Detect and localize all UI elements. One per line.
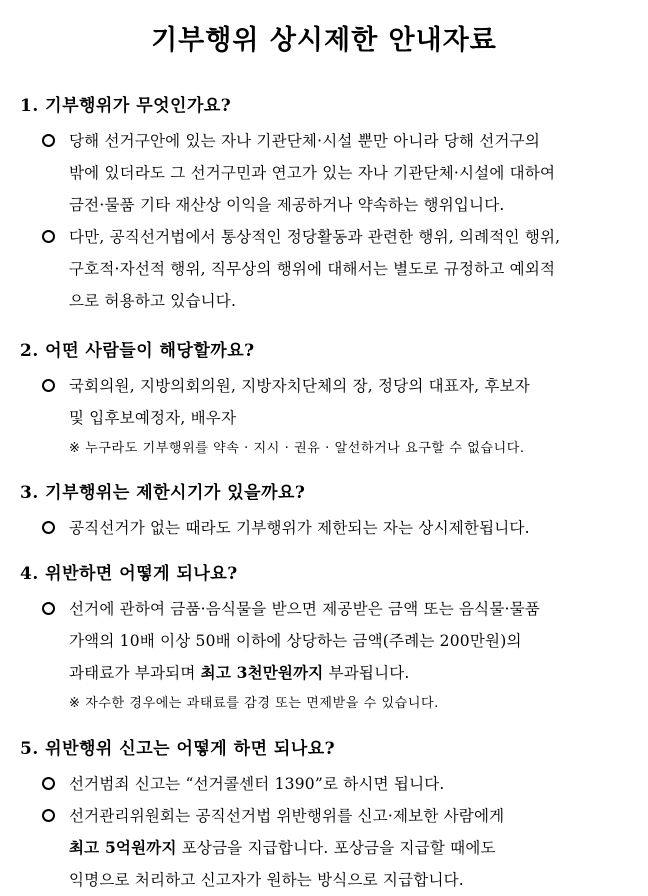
page-title: 기부행위 상시제한 안내자료: [151, 25, 497, 56]
list-item: 당해 선거구안에 있는 자나 기관단체·시설 뿐만 아니라 당해 선거구의 밖에 있더라도 그 선거구민과 연고가 있는 자나 기관단체·시설에 대하여 금전·물품 기타 재산상 이익을 제공하거나 약속하는 행위입니다.: [20, 125, 632, 221]
circle-bullet-icon: [42, 602, 55, 615]
list-item: 다만, 공직선거법에서 통상적인 정당활동과 관련한 행위, 의례적인 행위, 구호적·자선적 행위, 직무상의 행위에 대해서는 별도로 규정하고 예외적 으로 허용하고 있습니다.: [20, 221, 632, 317]
circle-bullet-icon: [42, 379, 55, 392]
circle-bullet-icon: [42, 521, 55, 534]
list-item: 선거관리위원회는 공직선거법 위반행위를 신고·제보한 사람에게 최고 5억원까지 포상금을 지급합니다. 포상금을 지급할 때에도 익명으로 처리하고 신고자가 원하는 방식으로 지급합니다.: [20, 800, 632, 896]
circle-bullet-icon: [42, 230, 55, 243]
section-4: [20, 563, 632, 719]
list-item: 선거에 관하여 금품·음식물을 받으면 제공받은 금액 또는 음식물·물품 가액의 10배 이상 50배 이하에 상당하는 금액(주례는 200만원)의 과태료가 부과되며 최고 3천만원까지 부과됩니다.: [20, 593, 632, 689]
list-item: 선거범죄 신고는 “선거콜센터 1390”로 하시면 됩니다.: [20, 768, 632, 800]
section-heading: 1. 기부행위가 무엇인가요?: [20, 96, 232, 116]
circle-bullet-icon: [42, 134, 55, 147]
section-3: [20, 482, 632, 544]
section-5: [20, 738, 632, 896]
section-2: [20, 340, 632, 464]
section-1: [20, 95, 632, 317]
circle-bullet-icon: [42, 809, 55, 822]
list-item: 국회의원, 지방의회의원, 지방자치단체의 장, 정당의 대표자, 후보자 및 입후보예정자, 배우자: [20, 370, 632, 434]
section-heading: 3. 기부행위는 제한시기가 있을까요?: [20, 483, 306, 503]
list-item: 공직선거가 없는 때라도 기부행위가 제한되는 자는 상시제한됩니다.: [20, 512, 632, 544]
emphasis-text: 최고 3천만원까지: [200, 663, 324, 682]
note-text: ※ 누구라도 기부행위를 약속 · 지시 · 권유 · 알선하거나 요구할 수 없습니다.: [69, 441, 525, 456]
section-heading: 5. 위반행위 신고는 어떻게 하면 되나요?: [20, 739, 336, 759]
note-text: ※ 자수한 경우에는 과태료를 감경 또는 면제받을 수 있습니다.: [69, 696, 439, 711]
emphasis-text: 최고 5억원까지: [69, 838, 177, 857]
circle-bullet-icon: [42, 777, 55, 790]
section-heading: 4. 위반하면 어떻게 되나요?: [20, 564, 238, 584]
section-heading: 2. 어떤 사람들이 해당할까요?: [20, 341, 255, 361]
